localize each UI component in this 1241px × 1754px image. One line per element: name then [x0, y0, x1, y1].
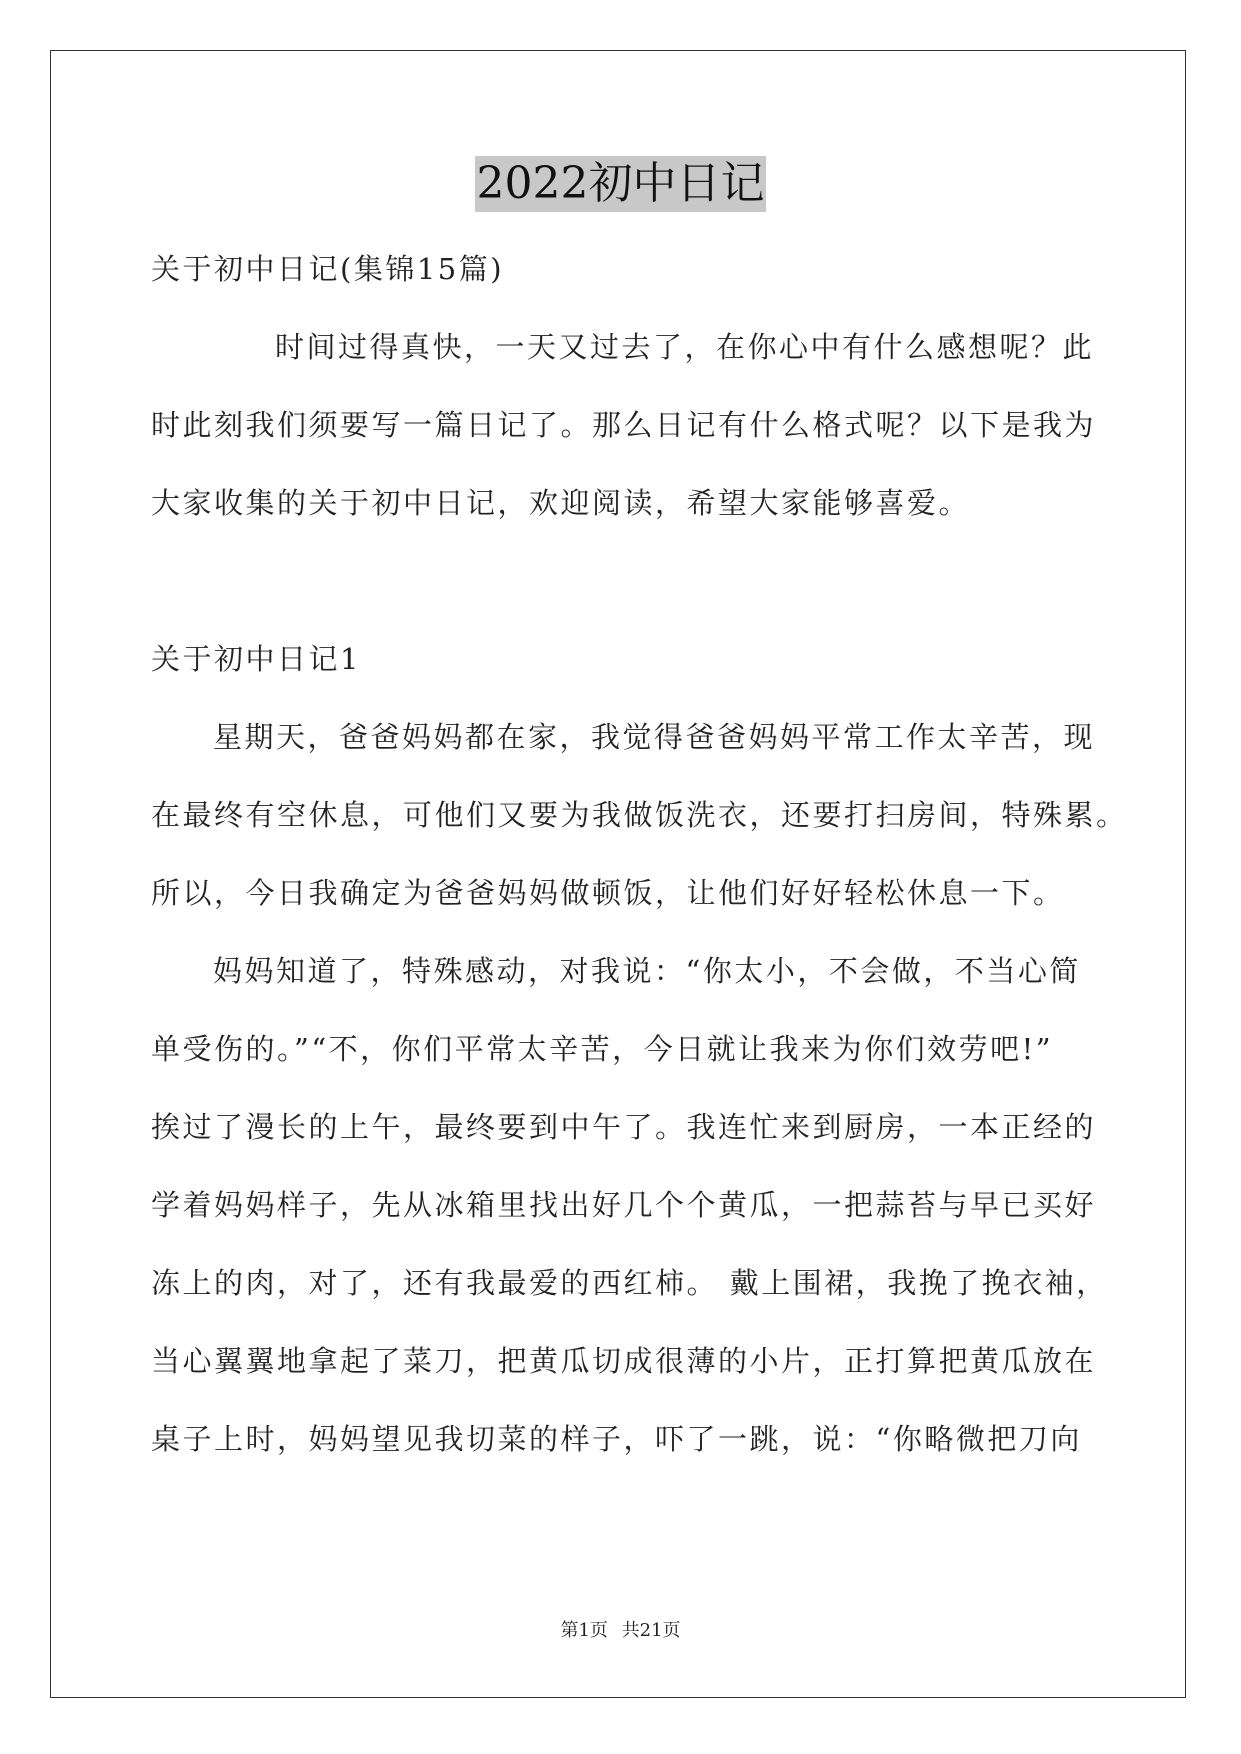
intro-line: 大家收集的关于初中日记，欢迎阅读，希望大家能够喜爱。 [151, 486, 971, 520]
document-subtitle: 关于初中日记(集锦15篇) [151, 252, 505, 286]
paragraph-line: 星期天，爸爸妈妈都在家，我觉得爸爸妈妈平常工作太辛苦，现 [213, 720, 1096, 754]
paragraph-line: 学着妈妈样子，先从冰箱里找出好几个个黄瓜，一把蒜苔与早已买好 [151, 1188, 1097, 1222]
intro-line: 时此刻我们须要写一篇日记了。那么日记有什么格式呢？以下是我为 [151, 408, 1097, 442]
paragraph-line: 冻上的肉，对了，还有我最爱的西红柿。 戴上围裙，我挽了挽衣袖， [151, 1266, 1108, 1300]
document-title: 2022初中日记 [475, 156, 767, 212]
paragraph-line: 桌子上时，妈妈望见我切菜的样子，吓了一跳，说：“你略微把刀向 [151, 1422, 1082, 1456]
paragraph-line: 妈妈知道了，特殊感动，对我说：“你太小，不会做，不当心简 [213, 954, 1081, 988]
page-total: 共21页 [621, 1620, 681, 1641]
paragraph-line: 在最终有空休息，可他们又要为我做饭洗衣，还要打扫房间，特殊累。 [151, 798, 1128, 832]
paragraph-line: 当心翼翼地拿起了菜刀，把黄瓜切成很薄的小片，正打算把黄瓜放在 [151, 1344, 1097, 1378]
title-container [0, 156, 1241, 212]
paragraph-line: 挨过了漫长的上午，最终要到中午了。我连忙来到厨房，一本正经的 [151, 1110, 1097, 1144]
section-heading: 关于初中日记1 [151, 642, 361, 676]
document-body [151, 230, 1128, 1478]
paragraph-line: 所以，今日我确定为爸爸妈妈做顿饭，让他们好好轻松休息一下。 [151, 876, 1065, 910]
paragraph-line: 单受伤的。”“不，你们平常太辛苦，今日就让我来为你们效劳吧!” [151, 1032, 1054, 1066]
intro-line: 时间过得真快，一天又过去了，在你心中有什么感想呢？此 [275, 330, 1095, 364]
page-number: 第1页 [560, 1620, 608, 1641]
spacer [151, 542, 1091, 620]
page-footer [0, 1616, 1241, 1642]
